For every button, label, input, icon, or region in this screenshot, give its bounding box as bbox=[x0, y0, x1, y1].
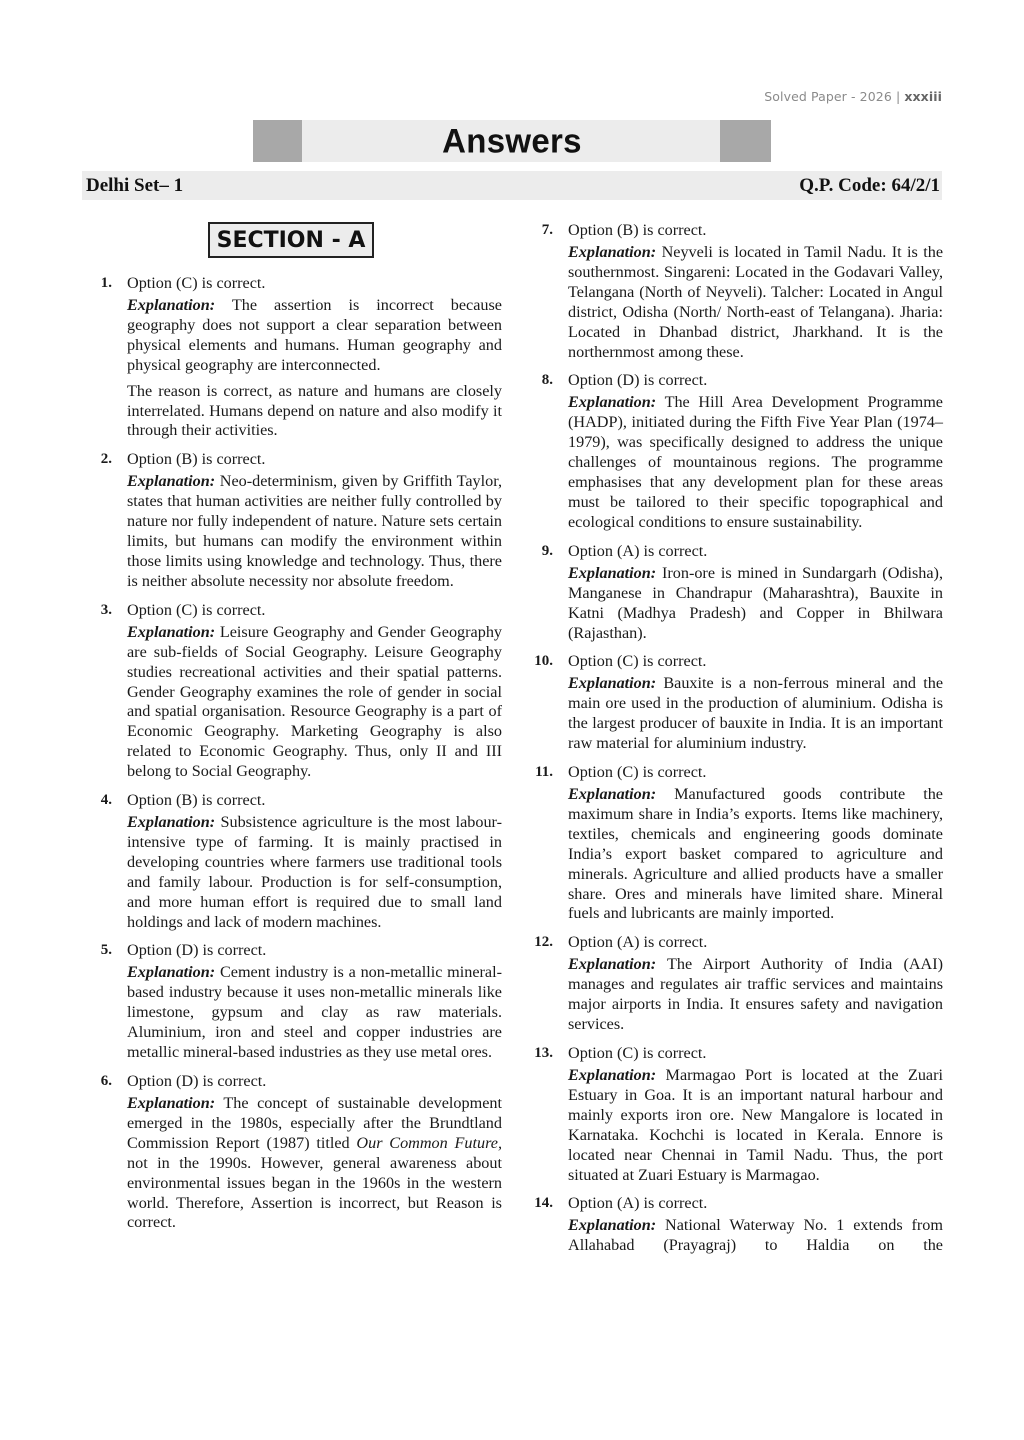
explanation bbox=[568, 785, 943, 924]
explanation bbox=[568, 1066, 943, 1185]
answer-item bbox=[527, 1042, 943, 1185]
answer-number: 6. bbox=[100, 1073, 112, 1089]
answer-number: 12. bbox=[534, 934, 553, 951]
explanation-text: The Airport Authority of India (AAI) manages and regulates air traffic services and maintains major airports in India. It ensures safety and navigation services. bbox=[568, 955, 943, 1034]
answer-item bbox=[527, 369, 943, 532]
answer-item bbox=[86, 939, 502, 1063]
report-title: Our Common Future, bbox=[356, 1133, 503, 1152]
explanation-text: Marmagao Port is located at the Zuari Estuary in Goa. It is an important natural harbour and mainly exports iron ore. New Mangalore is located in Karnataka. Kochchi is located in Kerala. Ennore is located near Chennai in Tamil Nadu. Thus, the port situated at Zuari Estuary is Marmagao. bbox=[568, 1066, 943, 1184]
explanation bbox=[127, 623, 502, 782]
explanation-text-continued: not in the 1990s. However, general awareness about environmental issues began in the 1960s in the western world. Therefore, Assertion is incorrect, but Reason is correct. bbox=[127, 1153, 502, 1232]
explanation-label: Explanation: bbox=[568, 1216, 657, 1235]
answer-item bbox=[86, 1070, 502, 1233]
answer-option: Option (C) is correct. bbox=[127, 274, 266, 292]
running-head-separator: | bbox=[895, 89, 901, 104]
explanation bbox=[127, 472, 502, 591]
set-name: Delhi Set– 1 bbox=[86, 174, 184, 196]
answer-option: Option (B) is correct. bbox=[127, 791, 266, 810]
explanation bbox=[568, 674, 943, 754]
answer-number: 5. bbox=[100, 942, 112, 959]
page-title: Answers bbox=[442, 121, 582, 160]
answer-option: Option (D) is correct. bbox=[127, 941, 267, 960]
explanation-text: The Hill Area Development Programme (HADP), initiated during the Fifth Five Year Plan (1974–1979), was specifically designed to address the unique challenges of mountainous regions. The programme emphasises that any development plan for these areas must be tailored to their specific topographical and ecological conditions to ensure sustainability. bbox=[568, 393, 943, 531]
explanation-label: Explanation: bbox=[568, 563, 657, 582]
answer-option: Option (C) is correct. bbox=[568, 1044, 707, 1062]
explanation-label: Explanation: bbox=[127, 963, 216, 982]
explanation-text: Cement industry is a non-metallic mineral-based industry because it uses non-metallic minerals like limestone, gypsum and clay as raw materials. Aluminium, iron and steel and copper industries are metallic mineral-based industries as they use metal ores. bbox=[127, 963, 503, 1062]
answer-item bbox=[527, 219, 943, 362]
set-bar bbox=[82, 171, 942, 200]
explanation-label: Explanation: bbox=[127, 296, 216, 314]
answer-item bbox=[527, 650, 943, 754]
answer-number: 10. bbox=[534, 653, 553, 670]
right-column bbox=[527, 219, 943, 1263]
answer-item bbox=[527, 761, 943, 924]
left-column bbox=[86, 272, 502, 1240]
answer-item bbox=[86, 789, 502, 932]
explanation-text: Iron-ore is mined in Sundargarh (Odisha), Manganese in Chandrapur (Maharashtra), Bauxite in Katni (Madhya Pradesh) and Copper in Bhilwara (Rajasthan). bbox=[568, 563, 943, 642]
explanation-text: Leisure Geography and Gender Geography are sub-fields of Social Geography. Leisure Geography studies recreational activities and their spatial patterns. Gender Geography examines the role of gender in social and spatial organisation. Resource Geography is a part of Economic Geography. Marketing Geography is also related to Economic Geography. Thus, only II and III belong to Social Geography. bbox=[127, 622, 503, 781]
answer-number: 8. bbox=[541, 372, 553, 389]
explanation bbox=[127, 1094, 502, 1233]
explanation-text: Neyveli is located in Tamil Nadu. It is the southernmost. Singareni: Located in the Godavari Valley, Telangana (North of Neyveli). Talcher: Located in Angul district, Odisha (North/ North-east of Telangana). Jharia: Located in Dhanbad district, Jharkhand. It is the northernmost among these. bbox=[568, 243, 944, 361]
explanation-label: Explanation: bbox=[568, 393, 657, 412]
answers-banner bbox=[253, 120, 771, 162]
explanation-label: Explanation: bbox=[568, 955, 657, 974]
explanation bbox=[568, 564, 943, 644]
answer-number: 7. bbox=[541, 222, 553, 238]
explanation-label: Explanation: bbox=[127, 1094, 216, 1112]
answer-number: 11. bbox=[535, 764, 553, 781]
answer-option: Option (A) is correct. bbox=[568, 1194, 708, 1213]
banner-right-block bbox=[720, 120, 771, 162]
explanation-label: Explanation: bbox=[127, 472, 216, 491]
answer-option: Option (C) is correct. bbox=[568, 763, 707, 782]
section-heading: SECTION - A bbox=[208, 222, 374, 258]
answer-option: Option (C) is correct. bbox=[568, 652, 707, 671]
answer-number: 2. bbox=[100, 451, 112, 468]
explanation bbox=[568, 955, 943, 1035]
explanation-label: Explanation: bbox=[568, 785, 657, 804]
answer-number: 3. bbox=[100, 601, 112, 618]
running-head bbox=[764, 89, 942, 104]
answer-number: 14. bbox=[534, 1195, 553, 1212]
explanation-label: Explanation: bbox=[127, 813, 216, 832]
answer-option: Option (A) is correct. bbox=[568, 933, 708, 952]
answer-item bbox=[86, 599, 502, 782]
explanation bbox=[568, 1216, 943, 1256]
explanation-text: National Waterway No. 1 extends from Allahabad (Prayagraj) to Haldia on the bbox=[568, 1216, 943, 1255]
explanation bbox=[127, 963, 502, 1063]
answer-number: 4. bbox=[100, 792, 112, 809]
explanation-label: Explanation: bbox=[568, 674, 657, 693]
answer-item bbox=[527, 1192, 943, 1256]
explanation-text: Bauxite is a non-ferrous mineral and the main ore used in the production of aluminium. Odisha is the largest producer of bauxite in India. It is an important raw material for aluminium industry. bbox=[568, 674, 943, 753]
explanation-continued: The reason is correct, as nature and humans are closely interrelated. Humans depend on nature and also modify it through their activities. bbox=[127, 381, 502, 440]
explanation-text: Manufactured goods contribute the maximum share in India’s exports. Items like machinery, textiles, chemicals and engineering goods dominate India’s export basket compared to agriculture and minerals. Agriculture and allied products have a smaller share. Ores and minerals have limited share. Mineral fuels and lubricants are mainly imported. bbox=[568, 785, 943, 923]
explanation bbox=[127, 813, 502, 932]
explanation bbox=[568, 243, 943, 362]
explanation bbox=[568, 393, 943, 532]
running-head-title: Solved Paper - 2026 bbox=[764, 89, 892, 104]
explanation-label: Explanation: bbox=[568, 1066, 657, 1084]
answer-option: Option (D) is correct. bbox=[127, 1072, 267, 1090]
answer-option: Option (A) is correct. bbox=[568, 541, 708, 560]
answer-item bbox=[527, 931, 943, 1035]
answer-number: 9. bbox=[541, 542, 553, 559]
answer-item bbox=[86, 448, 502, 591]
answer-option: Option (C) is correct. bbox=[127, 600, 266, 619]
explanation bbox=[127, 296, 502, 376]
explanation-label: Explanation: bbox=[568, 243, 657, 261]
page-number: xxxiii bbox=[904, 89, 942, 104]
answer-number: 1. bbox=[100, 275, 112, 291]
explanation-text: Subsistence agriculture is the most labour-intensive type of farming. It is mainly practised in developing countries where farmers use traditional tools and family labour. Production is for self-consumption, and more human effort is required due to small land holdings and lack of modern machines. bbox=[127, 813, 502, 931]
explanation-text: Neo-determinism, given by Griffith Taylor, states that human activities are neither fully controlled by nature nor fully independent of nature. Nature sets certain limits, but humans can modify the environment within those limits using knowledge and technology. Thus, there is neither absolute necessity nor absolute freedom. bbox=[127, 472, 503, 590]
explanation-label: Explanation: bbox=[127, 622, 216, 641]
answer-item bbox=[527, 540, 943, 644]
banner-left-block bbox=[253, 120, 302, 162]
answer-number: 13. bbox=[534, 1045, 553, 1061]
answer-item bbox=[86, 272, 502, 441]
answer-option: Option (B) is correct. bbox=[568, 221, 707, 239]
explanation-text: The concept of sustainable development emerged in the 1980s, especially after the Brundtland Commission Report (1987) titled bbox=[127, 1094, 502, 1152]
explanation-text: The assertion is incorrect because geography does not support a clear separation between physical elements and humans. Human geography and physical geography are interconnected. bbox=[127, 296, 502, 374]
answer-option: Option (D) is correct. bbox=[568, 371, 708, 390]
answer-option: Option (B) is correct. bbox=[127, 450, 266, 469]
qp-code: Q.P. Code: 64/2/1 bbox=[799, 174, 940, 196]
